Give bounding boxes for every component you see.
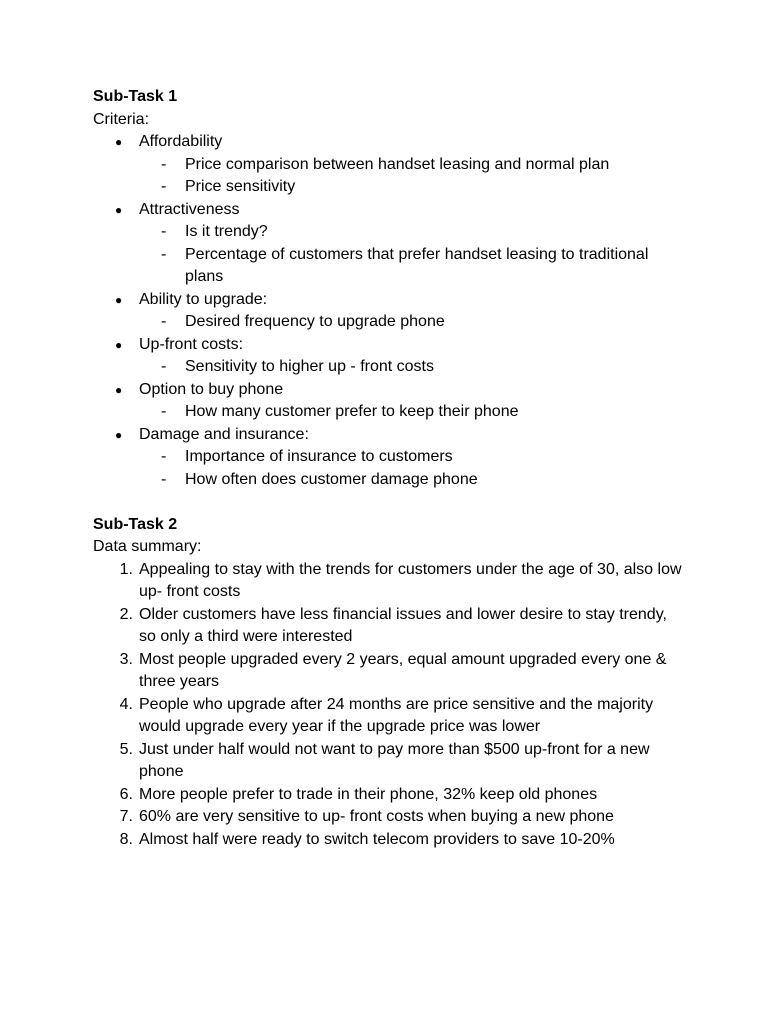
summary-item bbox=[93, 739, 688, 784]
subtask2-subtitle: Data summary: bbox=[93, 538, 202, 555]
item-number: 6. bbox=[119, 785, 133, 803]
summary-item-text: Older customers have less financial issues and lower desire to stay trendy, so only a third were interested bbox=[139, 605, 667, 645]
bullet-icon: ● bbox=[115, 337, 123, 352]
summary-item bbox=[93, 806, 688, 829]
sub-item-text: How many customer prefer to keep their phone bbox=[185, 403, 519, 420]
bullet-icon: ● bbox=[115, 292, 123, 307]
sub-list bbox=[139, 311, 688, 334]
sub-item bbox=[139, 311, 688, 334]
bullet-icon: ● bbox=[115, 202, 123, 217]
criteria-item bbox=[93, 199, 688, 289]
summary-item bbox=[93, 829, 688, 852]
item-number: 5. bbox=[119, 740, 133, 758]
criteria-label: Ability to upgrade: bbox=[139, 290, 268, 308]
sub-list bbox=[139, 356, 688, 379]
sub-item-text: Sensitivity to higher up - front costs bbox=[185, 358, 434, 375]
summary-item bbox=[93, 649, 688, 694]
criteria-item bbox=[93, 289, 688, 334]
sub-item bbox=[139, 469, 688, 492]
dash-icon: - bbox=[161, 155, 167, 173]
item-number: 3. bbox=[119, 650, 133, 668]
sub-item bbox=[139, 176, 688, 199]
summary-item-text: Most people upgraded every 2 years, equal amount upgraded every one & three years bbox=[139, 650, 667, 690]
criteria-label: Attractiveness bbox=[139, 200, 240, 218]
sub-item bbox=[139, 221, 688, 244]
summary-item-text: Almost half were ready to switch telecom providers to save 10-20% bbox=[139, 830, 615, 848]
criteria-label: Up-front costs: bbox=[139, 335, 244, 353]
bullet-icon: ● bbox=[115, 382, 123, 397]
criteria-list bbox=[93, 131, 688, 491]
dash-icon: - bbox=[161, 358, 167, 375]
criteria-item bbox=[93, 379, 688, 424]
sub-item bbox=[139, 401, 688, 424]
item-number: 7. bbox=[119, 808, 133, 825]
sub-item-text: Is it trendy? bbox=[185, 223, 268, 240]
sub-list bbox=[139, 221, 688, 289]
item-number: 2. bbox=[119, 605, 133, 623]
subtask1-subtitle: Criteria: bbox=[93, 110, 150, 128]
summary-item bbox=[93, 694, 688, 739]
dash-icon: - bbox=[161, 245, 167, 263]
criteria-label: Affordability bbox=[139, 133, 223, 150]
summary-list bbox=[93, 559, 688, 852]
item-number: 4. bbox=[119, 695, 133, 713]
summary-item bbox=[93, 604, 688, 649]
sub-item bbox=[139, 244, 688, 289]
criteria-item bbox=[93, 334, 688, 379]
criteria-label: Option to buy phone bbox=[139, 380, 284, 398]
sub-list bbox=[139, 401, 688, 424]
item-number: 1. bbox=[119, 560, 133, 578]
bullet-icon: ● bbox=[115, 427, 123, 442]
summary-item-text: Just under half would not want to pay more than $500 up-front for a new phone bbox=[139, 740, 650, 780]
sub-item-text: Importance of insurance to customers bbox=[185, 448, 453, 465]
sub-item-text: Price comparison between handset leasing and normal plan bbox=[185, 155, 610, 173]
dash-icon: - bbox=[161, 470, 167, 488]
section-spacer bbox=[93, 491, 688, 514]
summary-item-text: 60% are very sensitive to up- front costs when buying a new phone bbox=[139, 808, 614, 825]
sub-item-text: Desired frequency to upgrade phone bbox=[185, 313, 445, 330]
sub-item-text: How often does customer damage phone bbox=[185, 470, 478, 488]
summary-item bbox=[93, 559, 688, 604]
dash-icon: - bbox=[161, 313, 167, 330]
sub-list bbox=[139, 446, 688, 491]
summary-item-text: More people prefer to trade in their phone, 32% keep old phones bbox=[139, 785, 598, 803]
summary-item-text: Appealing to stay with the trends for customers under the age of 30, also low up- front costs bbox=[139, 560, 682, 600]
dash-icon: - bbox=[161, 403, 167, 420]
summary-item-text: People who upgrade after 24 months are price sensitive and the majority would upgrade every year if the upgrade price was lower bbox=[139, 695, 654, 735]
item-number: 8. bbox=[119, 830, 133, 848]
dash-icon: - bbox=[161, 223, 167, 240]
sub-item bbox=[139, 154, 688, 177]
subtask1-section bbox=[93, 86, 688, 491]
summary-item bbox=[93, 784, 688, 807]
bullet-icon: ● bbox=[115, 135, 123, 149]
sub-item bbox=[139, 356, 688, 379]
sub-item bbox=[139, 446, 688, 469]
sub-item-text: Price sensitivity bbox=[185, 178, 296, 195]
sub-item-text: Percentage of customers that prefer handset leasing to traditional plans bbox=[185, 245, 649, 285]
subtask2-title: Sub-Task 2 bbox=[93, 515, 178, 533]
subtask2-section bbox=[93, 514, 688, 852]
sub-list bbox=[139, 154, 688, 199]
subtask1-title: Sub-Task 1 bbox=[93, 88, 178, 105]
dash-icon: - bbox=[161, 448, 167, 465]
criteria-label: Damage and insurance: bbox=[139, 425, 309, 443]
dash-icon: - bbox=[161, 178, 167, 195]
criteria-item bbox=[93, 131, 688, 199]
criteria-item bbox=[93, 424, 688, 492]
